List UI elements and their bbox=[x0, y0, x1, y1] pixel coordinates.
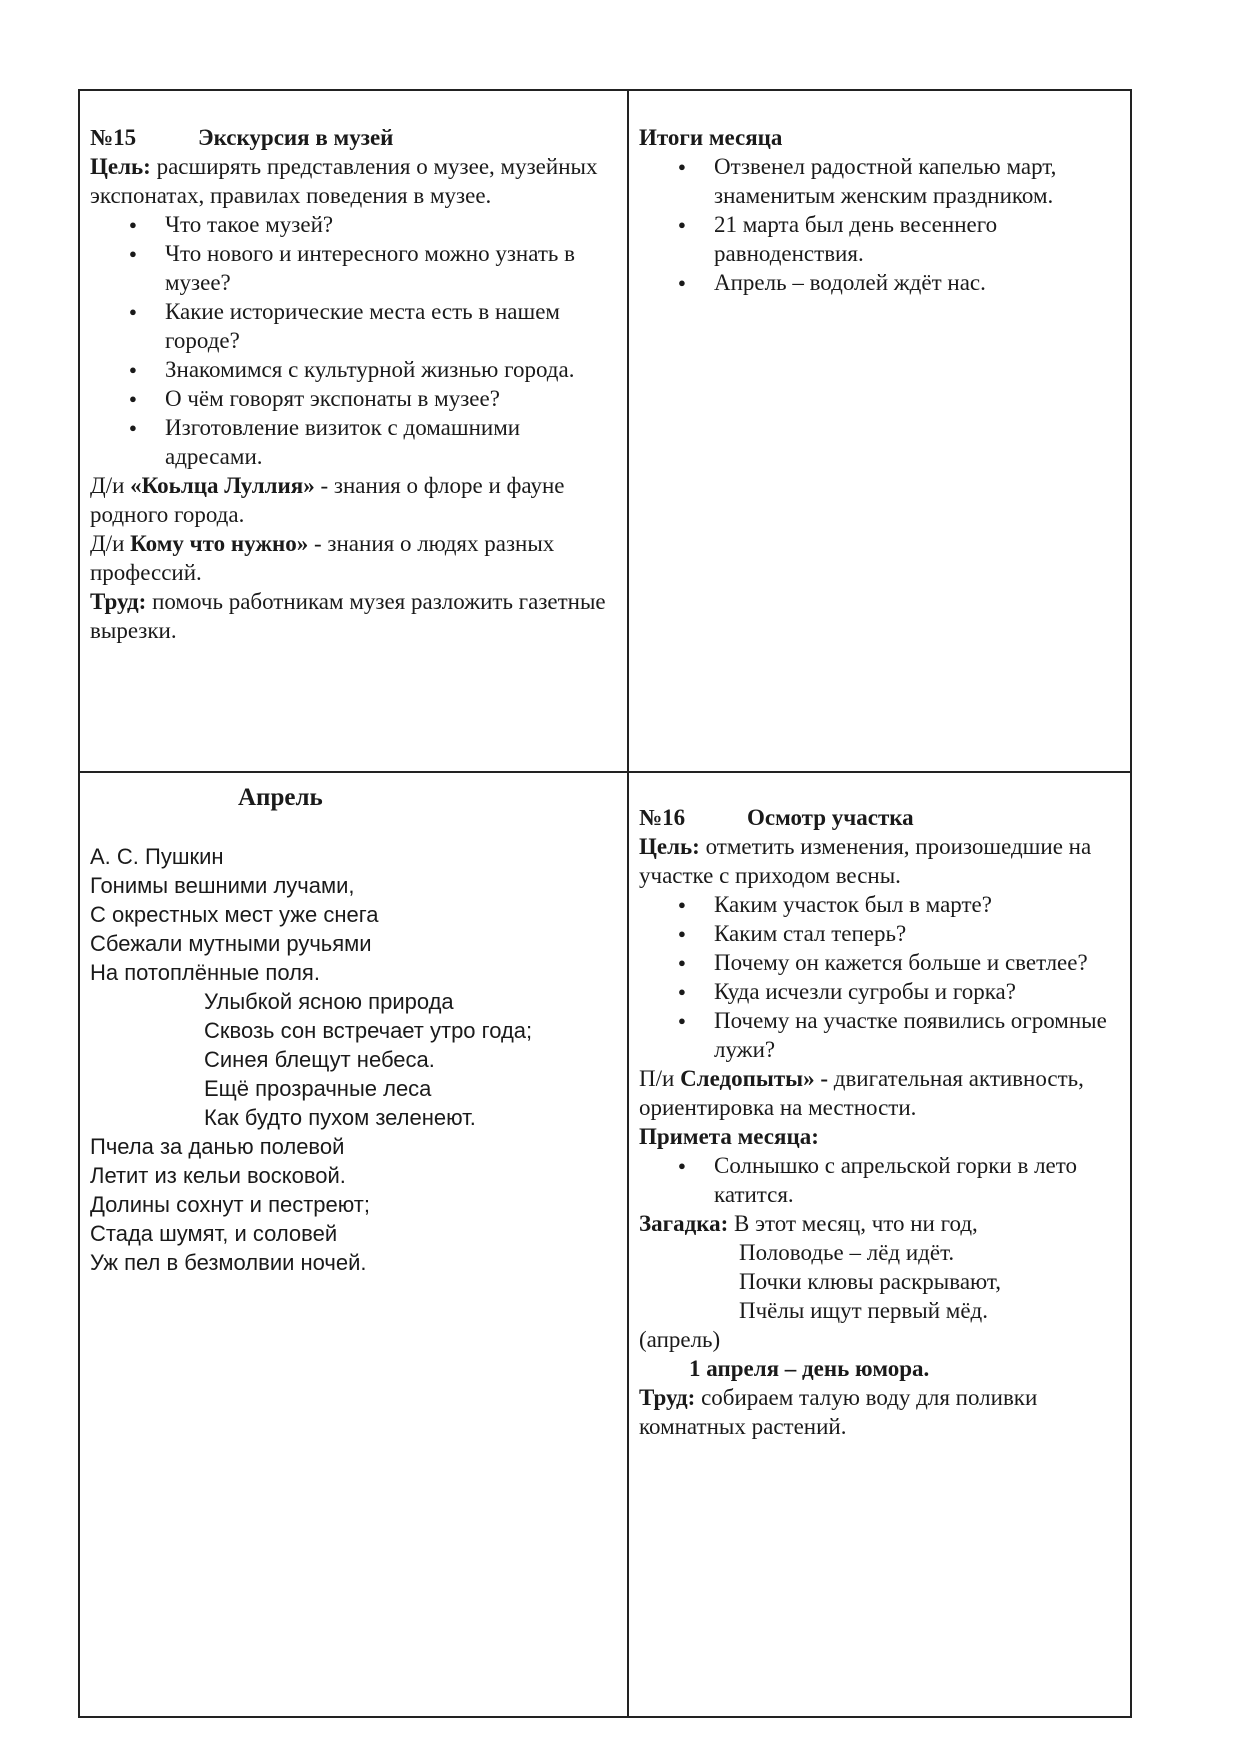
labor-label: Труд: bbox=[639, 1385, 696, 1410]
game-name: Следопыты» - bbox=[680, 1066, 828, 1091]
list-item: ● Апрель – водолей ждёт нас. bbox=[639, 268, 1120, 297]
list-item: ● Какие исторические места есть в нашем городе? bbox=[90, 297, 617, 355]
poem-line: Сквозь сон встречает утро года; bbox=[204, 1018, 533, 1043]
lesson-number: №16 bbox=[639, 805, 686, 830]
poem-line: Гонимы вешними лучами, bbox=[90, 873, 355, 898]
riddle-answer: (апрель) bbox=[639, 1327, 721, 1352]
list-item: ● Что такое музей? bbox=[90, 210, 617, 239]
labor-text: помочь работникам музея разложить газетные вырезки. bbox=[90, 589, 606, 643]
list-item: ● Каким участок был в марте? bbox=[639, 890, 1120, 919]
labor-paragraph bbox=[90, 587, 617, 645]
goal-paragraph bbox=[639, 832, 1120, 890]
table-row bbox=[79, 772, 1131, 1717]
poem bbox=[90, 842, 617, 1277]
poem-line: Ещё прозрачные леса bbox=[204, 1076, 432, 1101]
didactic-game-2 bbox=[90, 529, 617, 587]
poem-author: А. С. Пушкин bbox=[90, 844, 224, 869]
game-name: Кому что нужно» bbox=[130, 531, 309, 556]
poem-line: Уж пел в безмолвии ночей. bbox=[90, 1250, 367, 1275]
lesson-heading bbox=[639, 803, 1120, 832]
lesson-title: Экскурсия в музей bbox=[198, 125, 394, 150]
cell-april-poem bbox=[79, 772, 628, 1717]
list-item: ● Отзвенел радостной капелью март, знаменитым женским праздником. bbox=[639, 152, 1120, 210]
list-item: ● Изготовление визиток с домашними адресами. bbox=[90, 413, 617, 471]
poem-line: Пчела за данью полевой bbox=[90, 1134, 345, 1159]
game-text: двигательная активность, ориентировка на местности. bbox=[639, 1066, 1084, 1120]
riddle-line: В этот месяц, что ни год, bbox=[728, 1211, 978, 1236]
goal-text: расширять представления о музее, музейных экспонатах, правилах поведения в музее. bbox=[90, 154, 598, 208]
poem-line: Долины сохнут и пестреют; bbox=[90, 1192, 370, 1217]
lesson-title: Осмотр участка bbox=[747, 805, 914, 830]
game-prefix: П/и bbox=[639, 1066, 681, 1091]
table-row bbox=[79, 90, 1131, 772]
poem-line: Летит из кельи восковой. bbox=[90, 1163, 346, 1188]
riddle-label: Загадка: bbox=[639, 1211, 729, 1236]
outdoor-game bbox=[639, 1064, 1120, 1122]
game-prefix: Д/и bbox=[90, 473, 131, 498]
omen-label-text: Примета месяца: bbox=[639, 1124, 819, 1149]
list-item: ● Почему он кажется больше и светлее? bbox=[639, 948, 1120, 977]
summary-list bbox=[639, 152, 1120, 297]
list-item: ● Каким стал теперь? bbox=[639, 919, 1120, 948]
list-item: ● О чём говорят экспонаты в музее? bbox=[90, 384, 617, 413]
labor-paragraph bbox=[639, 1383, 1120, 1441]
cell-month-summary bbox=[628, 90, 1131, 772]
plan-table bbox=[78, 89, 1132, 1718]
poem-line: С окрестных мест уже снега bbox=[90, 902, 379, 927]
list-item: ● Что нового и интересного можно узнать в музее? bbox=[90, 239, 617, 297]
list-item: ● Знакомимся с культурной жизнью города. bbox=[90, 355, 617, 384]
cell-lesson-15 bbox=[79, 90, 628, 772]
poem-line: Синея блещут небеса. bbox=[204, 1047, 435, 1072]
cell-lesson-16 bbox=[628, 772, 1131, 1717]
goal-label: Цель: bbox=[90, 154, 151, 179]
question-list bbox=[90, 210, 617, 471]
poem-line: Стада шумят, и соловей bbox=[90, 1221, 338, 1246]
riddle-line: Почки клювы раскрывают, bbox=[739, 1269, 1001, 1294]
omen-label bbox=[639, 1122, 1120, 1151]
omen-list bbox=[639, 1151, 1120, 1209]
month-title: Апрель bbox=[238, 784, 323, 811]
lesson-heading bbox=[90, 123, 617, 152]
poem-line: Сбежали мутными ручьями bbox=[90, 931, 372, 956]
summary-title bbox=[639, 123, 1120, 152]
labor-text: собираем талую воду для поливки комнатных растений. bbox=[639, 1385, 1038, 1439]
game-text: - знания о людях разных профессий. bbox=[90, 531, 555, 585]
goal-label: Цель: bbox=[639, 834, 700, 859]
riddle-line: Половодье – лёд идёт. bbox=[739, 1240, 955, 1265]
didactic-game-1 bbox=[90, 471, 617, 529]
holiday-note: 1 апреля – день юмора. bbox=[689, 1356, 930, 1381]
summary-title-text: Итоги месяца bbox=[639, 125, 783, 150]
list-item: ● Солнышко с апрельской горки в лето катится. bbox=[639, 1151, 1120, 1209]
question-list bbox=[639, 890, 1120, 1064]
poem-line: Как будто пухом зеленеют. bbox=[204, 1105, 476, 1130]
lesson-number: №15 bbox=[90, 125, 137, 150]
goal-text: отметить изменения, произошедшие на участке с приходом весны. bbox=[639, 834, 1092, 888]
list-item: ● 21 марта был день весеннего равноденствия. bbox=[639, 210, 1120, 268]
list-item: ● Куда исчезли сугробы и горка? bbox=[639, 977, 1120, 1006]
game-prefix: Д/и bbox=[90, 531, 131, 556]
game-name: «Коьлца Луллия» bbox=[130, 473, 315, 498]
riddle-line: Пчёлы ищут первый мёд. bbox=[739, 1298, 988, 1323]
poem-line: Улыбкой ясною природа bbox=[204, 989, 454, 1014]
game-text: - знания о флоре и фауне родного города. bbox=[90, 473, 565, 527]
poem-line: На потоплённые поля. bbox=[90, 960, 320, 985]
riddle bbox=[639, 1209, 1120, 1325]
list-item: ● Почему на участке появились огромные лужи? bbox=[639, 1006, 1120, 1064]
goal-paragraph bbox=[90, 152, 617, 210]
labor-label: Труд: bbox=[90, 589, 147, 614]
